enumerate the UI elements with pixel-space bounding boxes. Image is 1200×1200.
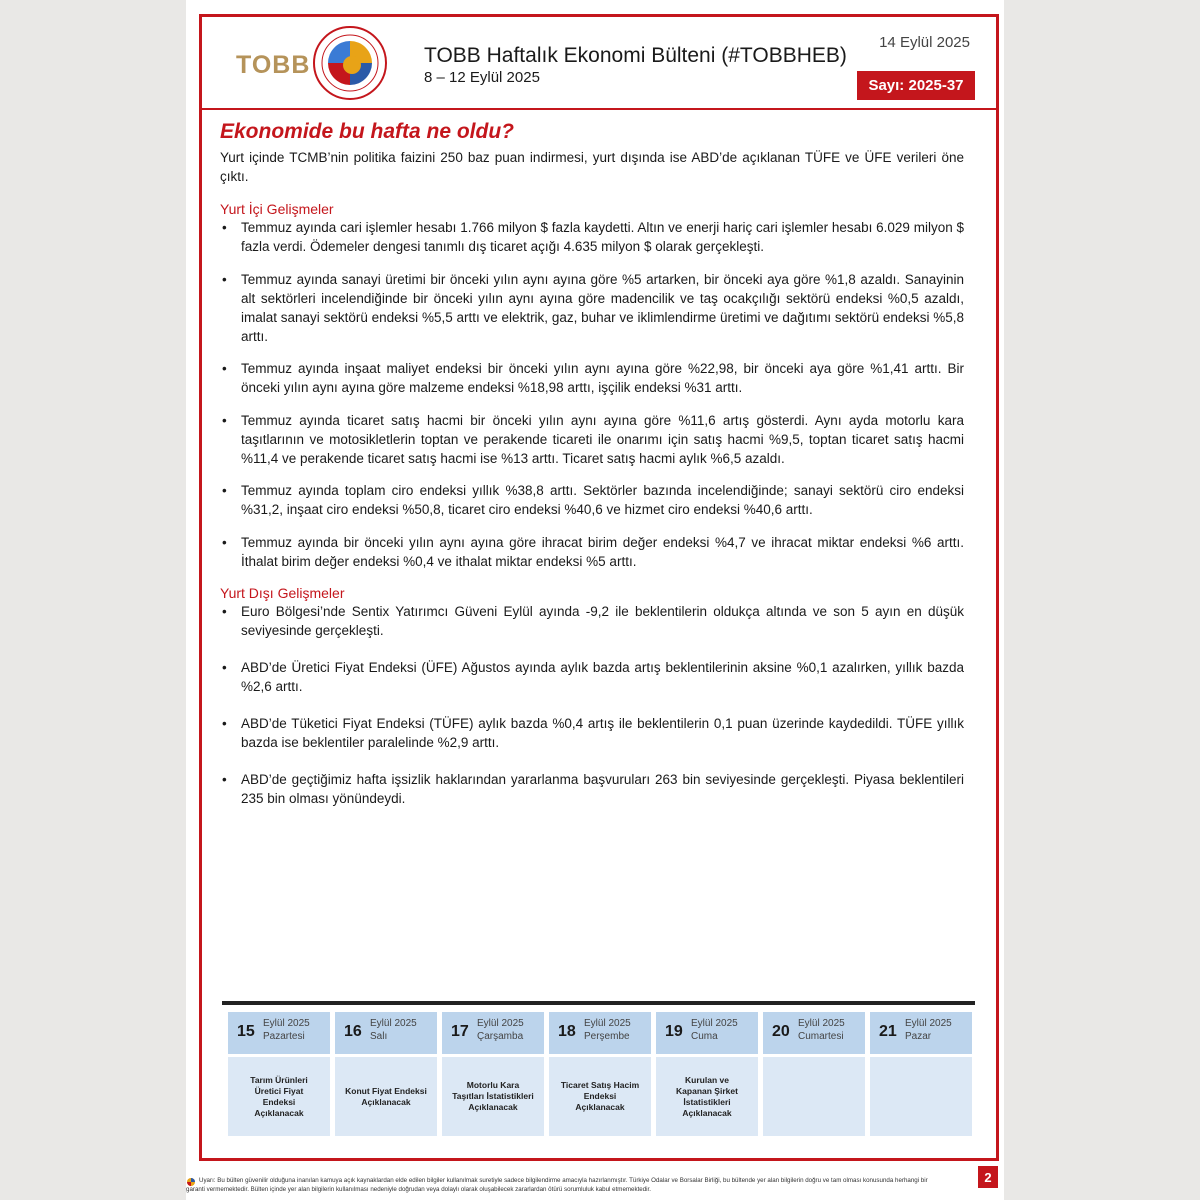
section-heading: Ekonomide bu hafta ne oldu? <box>220 120 514 143</box>
bullet-icon: • <box>222 483 227 498</box>
calendar-day <box>656 1012 758 1136</box>
list-item: • Temmuz ayında toplam ciro endeksi yıllık %38,8 arttı. Sektörler bazında incelendiğinde; sanayi sektörü ciro endeksi %31,2, inşaat ciro endeksi %50,8, ticaret ciro endeksi %40,6 ve hizmet ciro endeksi %40,6 arttı. <box>222 483 964 517</box>
issue-badge: Sayı: 2025-37 <box>857 71 975 100</box>
bullet-icon: • <box>222 604 227 619</box>
tobb-logo <box>236 25 396 101</box>
day-number: 18 <box>558 1023 576 1040</box>
bulletin-title: TOBB Haftalık Ekonomi Bülteni (#TOBBHEB) <box>424 44 847 67</box>
day-event: Konut Fiyat Endeksi Açıklanacak <box>335 1057 437 1136</box>
day-event: Kurulan ve Kapanan Şirket İstatistikleri Açıklanacak <box>656 1057 758 1136</box>
bullet-icon: • <box>222 271 227 287</box>
list-item: • Temmuz ayında bir önceki yılın aynı ayına göre ihracat birim değer endeksi %4,7 ve ihracat miktar endeksi %6 arttı. İthalat birim değer endeksi %0,4 ve ithalat miktar endeksi %5 arttı. <box>222 534 964 569</box>
main-content <box>220 118 964 826</box>
bulletin-date: 14 Eylül 2025 <box>879 34 970 51</box>
list-item: • ABD’de Tüketici Fiyat Endeksi (TÜFE) aylık bazda %0,4 artış ile beklentilerin 0,1 puan üzerinde kaydedildi. TÜFE yıllık bazda ise beklentiler paralelinde %2,9 arttı. <box>222 716 964 750</box>
bullet-icon: • <box>222 772 227 787</box>
bullet-icon: • <box>222 412 227 428</box>
foreign-title: Yurt Dışı Gelişmeler <box>220 585 345 601</box>
day-month: Eylül 2025 <box>905 1018 952 1029</box>
calendar-day <box>549 1012 651 1136</box>
day-number: 16 <box>344 1023 362 1040</box>
day-month: Eylül 2025 <box>798 1018 845 1029</box>
day-name: Salı <box>370 1031 388 1042</box>
calendar-day <box>228 1012 330 1136</box>
day-month: Eylül 2025 <box>691 1018 738 1029</box>
bullet-icon: • <box>222 660 227 675</box>
day-name: Çarşamba <box>477 1031 524 1042</box>
logo-wordmark: TOBB <box>236 51 311 79</box>
domestic-list <box>220 218 964 571</box>
calendar-day <box>335 1012 437 1136</box>
day-month: Eylül 2025 <box>370 1018 417 1029</box>
day-number: 20 <box>772 1023 790 1040</box>
day-event <box>763 1057 865 1136</box>
header-divider <box>202 108 996 110</box>
list-item: • Euro Bölgesi’nde Sentix Yatırımcı Güveni Eylül ayında -9,2 ile beklentilerin oldukça altında ve son 5 ayın en düşük seviyesinde gerçekleşti. <box>222 604 964 638</box>
day-event: Ticaret Satış Hacim Endeksi Açıklanacak <box>549 1057 651 1136</box>
list-item: • ABD’de geçtiğimiz hafta işsizlik haklarından yararlanma başvuruları 263 bin seviyesinde gerçekleşti. Piyasa beklentileri 235 bin olması yönündeydi. <box>222 772 964 806</box>
bullet-icon: • <box>222 534 227 550</box>
calendar-day <box>870 1012 972 1136</box>
page-number: 2 <box>978 1166 998 1188</box>
day-name: Pazartesi <box>263 1031 305 1042</box>
bullet-icon: • <box>222 361 227 376</box>
calendar-divider <box>222 1001 975 1005</box>
domestic-title: Yurt İçi Gelişmeler <box>220 201 334 217</box>
tobb-seal-icon <box>312 25 388 101</box>
day-number: 21 <box>879 1023 897 1040</box>
foreign-list <box>220 602 964 808</box>
day-event: Motorlu Kara Taşıtları İstatistikleri Açıklanacak <box>442 1057 544 1136</box>
day-event <box>870 1057 972 1136</box>
calendar-day <box>763 1012 865 1136</box>
list-item: • ABD’de Üretici Fiyat Endeksi (ÜFE) Ağustos ayında aylık bazda artış beklentilerinin aksine %0,1 azalırken, yıllık bazda %2,6 arttı. <box>222 660 964 694</box>
list-item: • Temmuz ayında inşaat maliyet endeksi bir önceki yılın aynı ayına göre %22,98, bir önceki aya göre %1,41 arttı. Bir önceki yılın aynı ayına göre malzeme endeksi %18,98 arttı, işçilik endeksi %31 arttı. <box>222 361 964 395</box>
list-item: • Temmuz ayında ticaret satış hacmi bir önceki yılın aynı ayına göre %11,6 artış gösterdi. Aynı ayda motorlu kara taşıtlarının ve motosikletlerin toptan ve perakende ticareti ile onarımı için satış hacmi %9,5, toptan ticaret satış hacmi %11,4 ve perakende ticaret satış hacmi ise %13 arttı. Ticaret satış hacmi aylık %6,5 azaldı. <box>222 412 964 466</box>
day-month: Eylül 2025 <box>584 1018 631 1029</box>
day-name: Cumartesi <box>798 1031 844 1042</box>
bulletin-week: 8 – 12 Eylül 2025 <box>424 69 540 86</box>
day-name: Perşembe <box>584 1031 630 1042</box>
day-month: Eylül 2025 <box>263 1018 310 1029</box>
disclaimer-text: Uyarı: Bu bülten güvenilir olduğuna inanılan kamuya açık kaynaklardan elde edilen bilgiler kullanılmak suretiyle sadece bilgilendirme amacıyla hazırlanmıştır. Türkiye Odalar ve Borsalar Birliği, bu bültende yer alan bilgilerin doğru ve tam olması konusunda herhangi bir garanti vermemektedir. Bülten içinde yer alan bilgilerin kullanılması nedeniyle doğrudan veya dolaylı olarak oluşabilecek zararlardan ötürü sorumluluk kabul etmemektedir. <box>186 1177 928 1193</box>
list-item: • Temmuz ayında sanayi üretimi bir önceki yılın aynı ayına göre %5 artarken, bir önceki aya göre %1,8 azaldı. Sanayinin alt sektörleri incelendiğinde bir önceki yılın aynı ayına göre madencilik ve taş ocakçılığı sektörü endeksi %0,5 azaldı, imalat sanayi sektörü endeksi %5,5 arttı ve elektrik, gaz, buhar ve iklimlendirme üretimi ve dağıtımı sektörü endeksi %5,8 arttı. <box>222 271 964 344</box>
day-name: Cuma <box>691 1031 718 1042</box>
intro-paragraph: Yurt içinde TCMB’nin politika faizini 250 baz puan indirmesi, yurt dışında ise ABD’de açıklanan TÜFE ve ÜFE verileri öne çıktı. <box>220 150 964 184</box>
day-month: Eylül 2025 <box>477 1018 524 1029</box>
day-name: Pazar <box>905 1031 932 1042</box>
day-number: 19 <box>665 1023 683 1040</box>
weekly-calendar <box>228 1012 974 1136</box>
bullet-icon: • <box>222 716 227 731</box>
list-item: • Temmuz ayında cari işlemler hesabı 1.766 milyon $ fazla kaydetti. Altın ve enerji hariç cari işlemler hesabı 6.029 milyon $ fazla verdi. Ödemeler dengesi tanımlı dış ticaret açığı 4.635 milyon $ olarak gerçekleşti. <box>222 220 964 254</box>
day-event: Tarım Ürünleri Üretici Fiyat Endeksi Açıklanacak <box>228 1057 330 1136</box>
calendar-day <box>442 1012 544 1136</box>
day-number: 15 <box>237 1023 255 1040</box>
day-number: 17 <box>451 1023 469 1040</box>
bullet-icon: • <box>222 220 227 235</box>
